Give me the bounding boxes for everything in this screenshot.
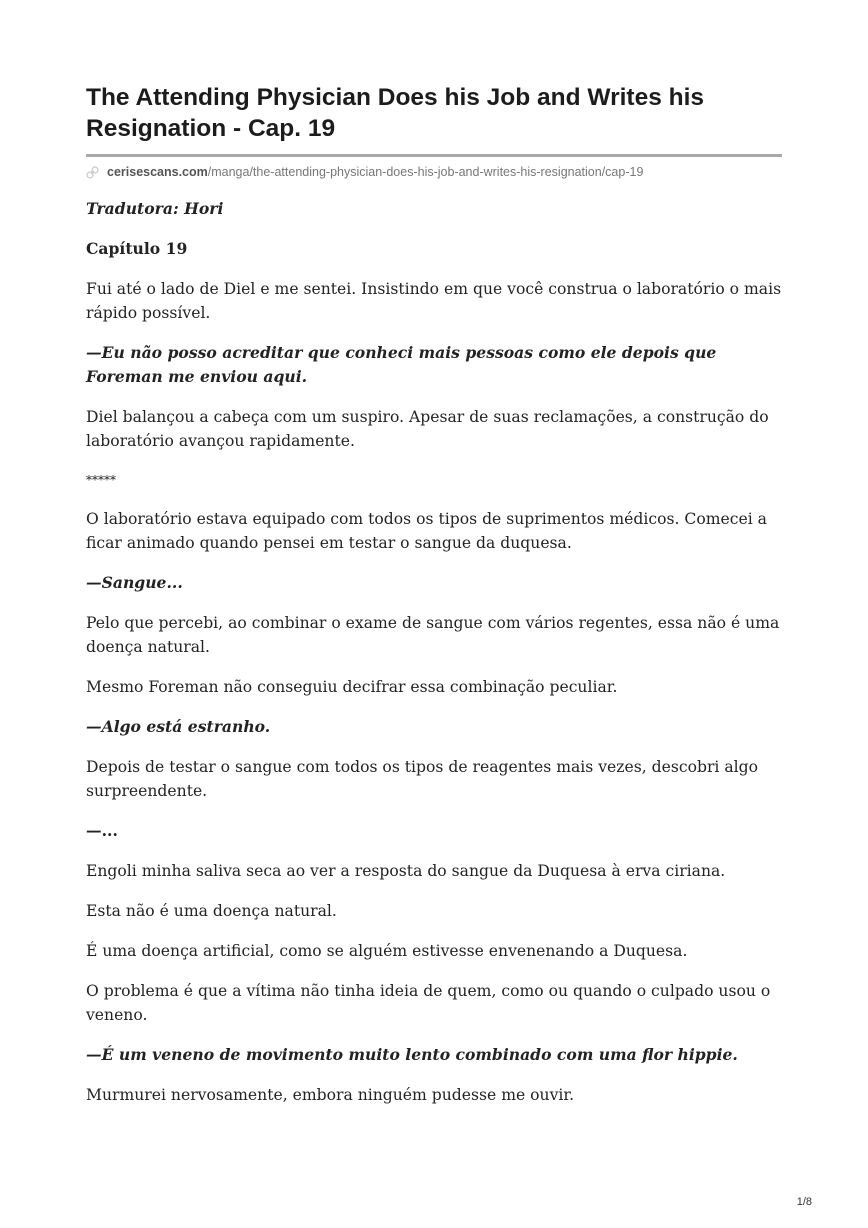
article-body [86, 197, 782, 1107]
source-domain: cerisescans.com [107, 165, 208, 179]
dialogue-line: Capítulo 19 [86, 239, 188, 258]
paragraph: Mesmo Foreman não conseguiu decifrar essa combinação peculiar. [86, 678, 618, 696]
dialogue-line: —Eu não posso acreditar que conheci mais pessoas como ele depois que Foreman me enviou aqui. [86, 343, 717, 386]
paragraph: O problema é que a vítima não tinha ideia de quem, como ou quando o culpado usou o veneno. [86, 982, 771, 1024]
paragraph: É uma doença artificial, como se alguém estivesse envenenando a Duquesa. [86, 942, 688, 960]
scene-separator: ***** [86, 473, 116, 487]
paragraph: Depois de testar o sangue com todos os tipos de reagentes mais vezes, descobri algo surpreendente. [86, 758, 759, 800]
link-icon [86, 166, 99, 179]
title-divider [86, 154, 782, 157]
page-title: The Attending Physician Does his Job and Writes his Resignation - Cap. 19 [86, 84, 705, 142]
dialogue-line: —... [86, 821, 118, 840]
dialogue-line: —É um veneno de movimento muito lento combinado com uma flor hippie. [86, 1045, 738, 1064]
dialogue-line: —Sangue... [86, 573, 183, 592]
paragraph: Murmurei nervosamente, embora ninguém pudesse me ouvir. [86, 1086, 575, 1104]
paragraph: Pelo que percebi, ao combinar o exame de sangue com vários regentes, essa não é uma doença natural. [86, 614, 780, 656]
paragraph: Fui até o lado de Diel e me sentei. Insistindo em que você construa o laboratório o mais rápido possível. [86, 280, 782, 322]
paragraph: O laboratório estava equipado com todos os tipos de suprimentos médicos. Comecei a ficar animado quando pensei em testar o sangue da duquesa. [86, 510, 767, 552]
paragraph: Engoli minha saliva seca ao ver a resposta do sangue da Duquesa à erva ciriana. [86, 862, 726, 880]
paragraph: Diel balançou a cabeça com um suspiro. Apesar de suas reclamações, a construção do laboratório avançou rapidamente. [86, 408, 769, 450]
source-url[interactable] [86, 163, 782, 181]
source-path: /manga/the-attending-physician-does-his-job-and-writes-his-resignation/cap-19 [207, 165, 644, 179]
paragraph: Esta não é uma doença natural. [86, 902, 337, 920]
page-number: 1/8 [796, 1196, 812, 1208]
dialogue-line: Tradutora: Hori [86, 199, 224, 218]
dialogue-line: —Algo está estranho. [86, 717, 271, 736]
document-page [86, 82, 782, 1123]
